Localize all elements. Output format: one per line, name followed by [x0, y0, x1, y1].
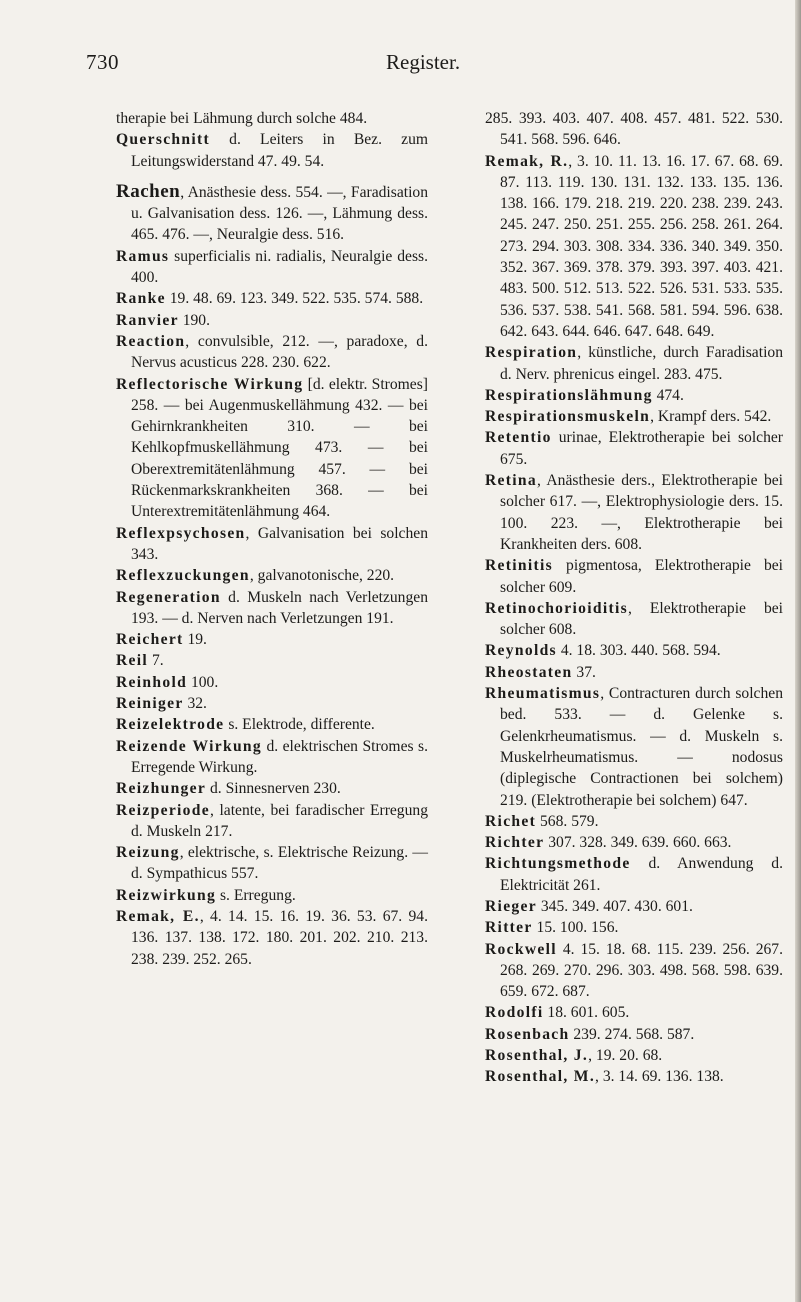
entry-text: , latente, bei faradischer Erregung d. Muskeln 217.: [131, 801, 428, 840]
index-entry: [116, 310, 428, 331]
index-entry: [116, 129, 428, 172]
entry-headword: Ritter: [485, 919, 533, 937]
entry-headword: Reil: [116, 652, 149, 670]
index-entry: [116, 587, 428, 630]
index-entry: [485, 917, 783, 938]
entry-text: [d. elektr. Stromes] 258. — bei Augenmuskellähmung 432. — bei Gehirnkrankheiten 310. — bei Kehlkopfmuskellähmung 473. — bei Oberextremitätenlähmung 457. — bei Rückenmarkskrankheiten 368. — bei Unterextremitätenlähmung 464.: [131, 375, 428, 521]
entry-text: d. elektrischen Stromes s. Erregende Wirkung.: [131, 737, 428, 776]
entry-text: 285. 393. 403. 407. 408. 457. 481. 522. 530. 541. 568. 596. 646.: [485, 110, 783, 149]
entry-text: 15. 100. 156.: [532, 919, 619, 937]
index-entry: [485, 939, 783, 1003]
entry-text: d. Muskeln nach Verletzungen 193. — d. Nerven nach Verletzungen 191.: [131, 588, 428, 627]
entry-headword: Ranke: [116, 290, 166, 308]
index-entry: [116, 374, 428, 523]
entry-headword: Reflexzuckungen: [116, 567, 250, 585]
entry-text: pigmentosa, Elektrotherapie bei solcher 609.: [500, 557, 783, 596]
entry-text: , Galvanisation bei solchen 343.: [131, 524, 428, 563]
entry-headword: Reichert: [116, 631, 184, 649]
entry-headword: Richet: [485, 812, 537, 830]
entry-text: , convulsible, 212. —, paradoxe, d. Nervus acusticus 228. 230. 622.: [131, 332, 428, 372]
index-entry: [116, 565, 428, 586]
entry-text: 239. 274. 568. 587.: [569, 1025, 695, 1043]
page-number: 730: [86, 50, 119, 74]
entry-text: d. Anwendung d. Elektricität 261.: [500, 855, 783, 894]
entry-text: , künstliche, durch Faradisation d. Nerv. phrenicus eingel. 283. 475.: [500, 344, 783, 383]
entry-headword: Remak, E.: [116, 907, 200, 925]
entry-text: , 4. 14. 15. 16. 19. 36. 53. 67. 94. 136. 137. 138. 172. 180. 201. 202. 210. 213. 238. 239. 252. 265.: [131, 907, 428, 968]
entry-headword: Rosenthal, M.: [485, 1068, 596, 1086]
entry-text: 32.: [183, 695, 207, 713]
entry-text: , Anästhesie dess. 554. —, Faradisation u. Galvanisation dess. 126. —, Lähmung dess. 465. 476. —, Neuralgie dess. 516.: [131, 183, 428, 244]
entry-text: 190.: [178, 311, 210, 329]
index-entry: [485, 1066, 783, 1087]
index-entry: [485, 342, 783, 385]
entry-text: s. Erregung.: [216, 886, 296, 904]
entry-headword: Remak, R.: [485, 152, 569, 170]
entry-headword: Reizhunger: [116, 780, 207, 798]
index-entry: [116, 288, 428, 309]
entry-headword: Querschnitt: [116, 131, 210, 149]
entry-text: 474.: [652, 386, 684, 404]
entry-headword: Regeneration: [116, 588, 221, 606]
running-title: Register.: [386, 50, 461, 74]
entry-text: , galvanotonische, 220.: [249, 567, 395, 585]
index-entry: [485, 555, 783, 598]
entry-headword: Reizung: [116, 844, 180, 862]
entry-headword: Reynolds: [485, 642, 557, 660]
entry-text: 4. 18. 303. 440. 568. 594.: [556, 642, 721, 660]
entry-text: , Contracturen durch solchen bed. 533. — d. Gelenke s. Gelenkrheumatismus. — d. Muskeln s. Muskelrheumatismus. — nodosus (diplegische Contractionen bei solchem) 219. (Elektrotherapie bei solchem) 647.: [500, 685, 783, 809]
index-entry: [116, 885, 428, 906]
index-entry: [116, 523, 428, 566]
entry-headword: Rodolfi: [485, 1004, 544, 1022]
index-entry: [116, 181, 428, 246]
entry-headword: Ramus: [116, 247, 170, 265]
entry-text: , Anästhesie ders., Elektrotherapie bei solcher 617. —, Elektrophysiologie ders. 15. 100. 223. —, Elektrotherapie bei Krankheiten ders. 608.: [500, 472, 783, 553]
page-header: [86, 50, 736, 84]
index-entry: [485, 853, 783, 896]
entry-text: s. Elektrode, differente.: [224, 716, 375, 734]
entry-text: therapie bei Lähmung durch solche 484.: [116, 110, 368, 127]
entry-headword: Rheumatismus: [485, 685, 601, 703]
entry-headword: Reflexpsychosen: [116, 524, 246, 542]
index-entry: [485, 1045, 783, 1066]
entry-headword: Ranvier: [116, 311, 179, 329]
entry-headword: Reizperiode: [116, 801, 210, 819]
entry-headword: Retinitis: [485, 557, 554, 575]
entry-headword: Reizelektrode: [116, 716, 225, 734]
entry-text: 100.: [187, 673, 219, 691]
index-entry: [116, 246, 428, 289]
entry-text: d. Sinnesnerven 230.: [206, 780, 341, 798]
index-entry: [116, 629, 428, 650]
index-entry: [116, 331, 428, 374]
entry-headword: Rockwell: [485, 940, 557, 958]
index-entry: [116, 693, 428, 714]
entry-headword: Rosenthal, J.: [485, 1047, 589, 1065]
entry-headword: Reiniger: [116, 695, 184, 713]
index-entry: [485, 108, 783, 151]
entry-text: 307. 328. 349. 639. 660. 663.: [544, 834, 732, 852]
index-entry: [485, 640, 783, 661]
index-entry: [485, 598, 783, 641]
index-entry: [485, 896, 783, 917]
entry-text: 19.: [183, 631, 207, 649]
index-entry: [116, 906, 428, 970]
entry-headword: Richtungsmethode: [485, 855, 631, 873]
entry-headword: Retinochorioiditis: [485, 599, 628, 617]
entry-text: d. Leiters in Bez. zum Leitungswiderstand 47. 49. 54.: [131, 131, 428, 170]
entry-text: , 3. 14. 69. 136. 138.: [595, 1068, 724, 1086]
index-entry: [116, 714, 428, 735]
entry-text: , elektrische, s. Elektrische Reizung. — d. Sympathicus 557.: [131, 844, 428, 883]
entry-text: 18. 601. 605.: [543, 1004, 630, 1022]
index-entry: [116, 842, 428, 885]
entry-headword: Respirationsmuskeln: [485, 408, 651, 426]
entry-text: 19. 48. 69. 123. 349. 522. 535. 574. 588.: [165, 290, 424, 308]
index-entry: [485, 385, 783, 406]
index-entry: [485, 811, 783, 832]
index-entry: [116, 108, 428, 129]
entry-text: , 19. 20. 68.: [588, 1047, 663, 1065]
entry-text: 4. 15. 18. 68. 115. 239. 256. 267. 268. 269. 270. 296. 303. 498. 568. 598. 639. 659. 672. 687.: [500, 940, 783, 1001]
entry-text: 568. 579.: [536, 812, 599, 830]
index-entry: [116, 650, 428, 671]
entry-text: superficialis ni. radialis, Neuralgie dess. 400.: [131, 247, 428, 287]
right-index-column: [485, 108, 783, 1088]
index-entry: [485, 470, 783, 555]
index-entry: [116, 778, 428, 799]
entry-headword: Rachen: [116, 180, 181, 202]
left-index-column: [116, 108, 428, 970]
index-entry: [116, 736, 428, 779]
index-entry: [116, 672, 428, 693]
entry-headword: Reinhold: [116, 673, 188, 691]
entry-headword: Richter: [485, 834, 545, 852]
entry-headword: Reizende Wirkung: [116, 737, 262, 755]
index-entry: [485, 151, 783, 343]
entry-headword: Reaction: [116, 332, 186, 350]
index-entry: [485, 1002, 783, 1023]
index-entry: [485, 406, 783, 427]
entry-headword: Retentio: [485, 429, 552, 447]
entry-text: 37.: [572, 663, 596, 681]
entry-text: , Elektrotherapie bei solcher 608.: [500, 599, 783, 639]
index-entry: [116, 800, 428, 843]
entry-headword: Rieger: [485, 897, 537, 915]
entry-text: , Krampf ders. 542.: [650, 408, 772, 426]
index-entry: [485, 832, 783, 853]
entry-headword: Reizwirkung: [116, 886, 217, 904]
entry-headword: Respiration: [485, 344, 578, 362]
index-entry: [485, 1024, 783, 1045]
entry-headword: Respirationslähmung: [485, 386, 653, 404]
index-entry: [485, 662, 783, 683]
entry-text: , 3. 10. 11. 13. 16. 17. 67. 68. 69. 87. 113. 119. 130. 131. 132. 133. 135. 136. 138. 166. 179. 218. 219. 220. 238. 239. 243. 245. 247. 250. 251. 255. 256. 258. 261. 264. 273. 294. 303. 308. 334. 336. 340. 349. 350. 352. 367. 369. 378. 379. 393. 397. 403. 421. 483. 500. 512. 513. 522. 526. 531. 533. 535. 536. 537. 538. 541. 568. 581. 594. 596. 638. 642. 643. 644. 646. 647. 648. 649.: [500, 152, 783, 340]
entry-text: urinae, Elektrotherapie bei solcher 675.: [500, 429, 783, 468]
entry-text: 345. 349. 407. 430. 601.: [536, 897, 693, 915]
entry-text: 7.: [148, 652, 164, 670]
entry-headword: Retina: [485, 472, 537, 490]
entry-headword: Reflectorische Wirkung: [116, 375, 304, 393]
entry-headword: Rosenbach: [485, 1025, 570, 1043]
index-entry: [485, 427, 783, 470]
entry-headword: Rheostaten: [485, 663, 573, 681]
index-entry: [485, 683, 783, 811]
page-edge: [795, 0, 801, 1302]
